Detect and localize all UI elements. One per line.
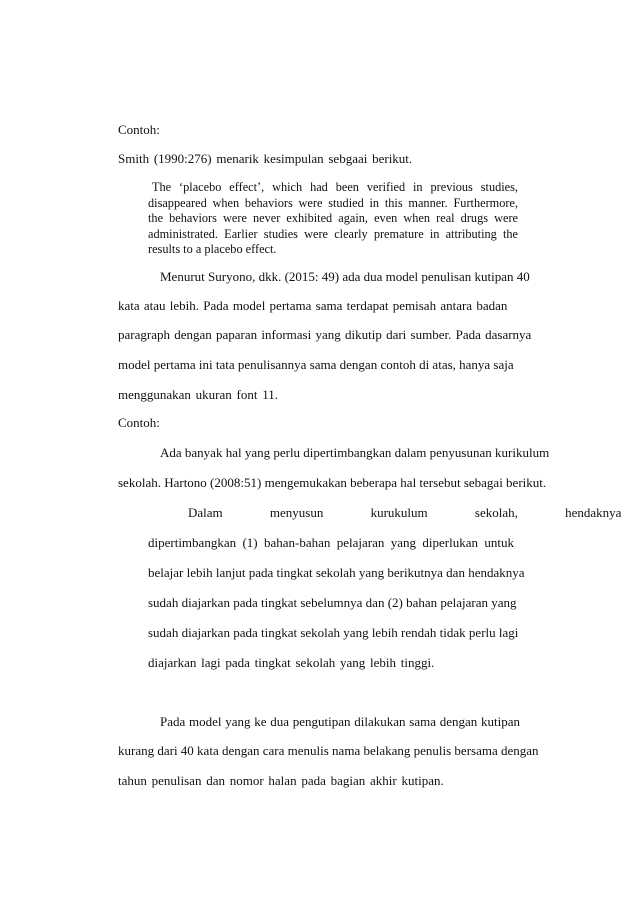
example-label-2: Contoh: xyxy=(118,415,160,430)
quote-english-line: the behaviors were never exhibited again, even when real drugs were xyxy=(148,211,518,225)
quote-english-line: results to a placebo effect. xyxy=(148,242,277,256)
quote-english-line: disappeared when behaviors were studied in this manner. Furthermore, xyxy=(148,195,518,210)
quote-indonesian-line-2: dipertimbangkan (1) bahan-bahan pelajaran yang diperlukan untuk xyxy=(148,535,514,550)
quote-indonesian-line-1: Dalam menyusun kurukulum sekolah, hendaknya xyxy=(188,505,622,520)
block-quote-english xyxy=(148,180,518,258)
paragraph-hartono-line-2: sekolah. Hartono (2008:51) mengemukakan beberapa hal tersebut sebagai berikut. xyxy=(118,475,547,490)
quote-english-line: administrated. Earlier studies were clearly premature in attributing the xyxy=(148,226,518,241)
paragraph-suryono-line-1: Menurut Suryono, dkk. (2015: 49) ada dua model penulisan kutipan 40 xyxy=(160,269,530,284)
paragraph-suryono-line-2: kata atau lebih. Pada model pertama sama terdapat pemisah antara badan xyxy=(118,298,508,313)
quote-indonesian-line-4: sudah diajarkan pada tingkat sebelumnya dan (2) bahan pelajaran yang xyxy=(148,595,517,610)
quote-indonesian-line-6: diajarkan lagi pada tingkat sekolah yang lebih tinggi. xyxy=(148,655,435,670)
example-label-1: Contoh: xyxy=(118,122,160,137)
paragraph-suryono-line-4: model pertama ini tata penulisannya sama dengan contoh di atas, hanya saja xyxy=(118,357,514,372)
paragraph-model-two-line-1: Pada model yang ke dua pengutipan dilakukan sama dengan kutipan xyxy=(160,714,520,729)
paragraph-model-two-line-2: kurang dari 40 kata dengan cara menulis nama belakang penulis bersama dengan xyxy=(118,743,539,758)
smith-intro: Smith (1990:276) menarik kesimpulan sebgaai berikut. xyxy=(118,151,413,166)
quote-indonesian-line-5: sudah diajarkan pada tingkat sekolah yang lebih rendah tidak perlu lagi xyxy=(148,625,519,640)
paragraph-suryono-line-5: menggunakan ukuran font 11. xyxy=(118,387,278,402)
quote-indonesian-line-3: belajar lebih lanjut pada tingkat sekolah yang berikutnya dan hendaknya xyxy=(148,565,525,580)
paragraph-model-two-line-3: tahun penulisan dan nomor halan pada bagian akhir kutipan. xyxy=(118,773,444,788)
paragraph-suryono-line-3: paragraph dengan paparan informasi yang dikutip dari sumber. Pada dasarnya xyxy=(118,327,532,342)
quote-english-line: The ‘placebo effect’, which had been verified in previous studies, xyxy=(152,180,518,194)
paragraph-hartono-line-1: Ada banyak hal yang perlu dipertimbangkan dalam penyusunan kurikulum xyxy=(160,445,550,460)
